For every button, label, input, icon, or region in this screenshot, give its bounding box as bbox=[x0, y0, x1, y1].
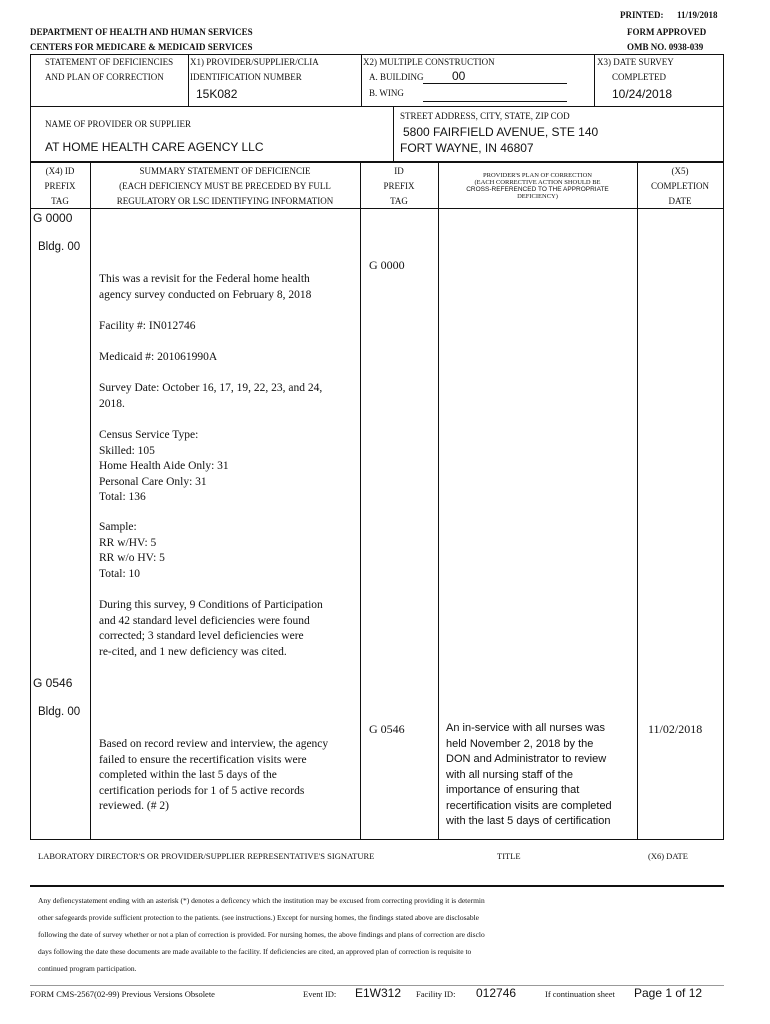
plan-label-2: (EACH CORRECTIVE ACTION SHOULD BE bbox=[474, 179, 601, 186]
id-label-1: ID bbox=[394, 166, 404, 176]
dept-title: DEPARTMENT OF HEALTH AND HUMAN SERVICES bbox=[30, 27, 253, 37]
page-number: Page 1 of 12 bbox=[634, 986, 703, 1000]
x5-label-1: (X5) bbox=[671, 166, 689, 176]
summary-label-2: (EACH DEFICIENCY MUST BE PRECEDED BY FULL bbox=[119, 181, 331, 191]
event-id-label: Event ID: bbox=[303, 989, 337, 999]
facility-id-value: 012746 bbox=[476, 986, 517, 1000]
signature-bottom-border bbox=[30, 885, 724, 887]
table-bottom-border bbox=[30, 839, 724, 840]
printed-date: 11/19/2018 bbox=[677, 10, 718, 20]
entry-1-para-1: This was a revisit for the Federal home health agency survey conducted on February 8, 2018 bbox=[99, 273, 312, 301]
col-div-3 bbox=[438, 162, 439, 840]
plan-label-1: PROVIDER'S PLAN OF CORRECTION bbox=[483, 172, 592, 179]
entry-2-completion: 11/02/2018 bbox=[648, 722, 703, 736]
top-box-right-border bbox=[723, 54, 724, 162]
form-approved: FORM APPROVED bbox=[627, 27, 707, 37]
address-line-1: 5800 FAIRFIELD AVENUE, STE 140 bbox=[403, 125, 599, 139]
entry-1-para-3: Medicaid #: 201061990A bbox=[99, 351, 218, 363]
summary-label-3: REGULATORY OR LSC IDENTIFYING INFORMATION bbox=[116, 196, 334, 206]
col-div-2 bbox=[360, 162, 361, 840]
entry-1-para-5: Census Service Type: Skilled: 105 Home Health Aide Only: 31 Personal Care Only: 31 Total: 136 bbox=[99, 429, 229, 503]
event-id-value: E1W312 bbox=[355, 986, 402, 1000]
col-div-4 bbox=[637, 162, 638, 840]
id-label-3: TAG bbox=[390, 196, 408, 206]
centers-title: CENTERS FOR MEDICARE & MEDICAID SERVICES bbox=[30, 42, 253, 52]
entry-1-id-tag: G 0000 bbox=[369, 258, 405, 272]
x4-label-3: TAG bbox=[51, 196, 69, 206]
entry-2-tag: G 0546 bbox=[33, 676, 73, 690]
entry-1-para-6: Sample: RR w/HV: 5 RR w/o HV: 5 Total: 10 bbox=[99, 521, 165, 580]
x1-value: 15K082 bbox=[196, 87, 238, 101]
omb-number: OMB NO. 0938-039 bbox=[627, 42, 704, 52]
plan-label-4: DEFICIENCY) bbox=[517, 193, 558, 200]
top-box-div-1 bbox=[188, 54, 189, 106]
x5-label-2: COMPLETION bbox=[651, 181, 709, 191]
entry-2-para-1: Based on record review and interview, the agency failed to ensure the recertification visits were completed within the last 5 days of the certification periods for 1 of 5 active records reviewed. (# 2) bbox=[99, 738, 329, 812]
entry-1-bldg: Bldg. 00 bbox=[38, 241, 81, 253]
id-label-2: PREFIX bbox=[383, 181, 415, 191]
table-left-border bbox=[30, 162, 31, 840]
footer-form: FORM CMS-2567(02-99) Previous Versions Obsolete bbox=[30, 989, 215, 999]
disclaimer-text: Any defiencystatement ending with an asterisk (*) denotes a deficency which the institution may be excused from correcting providing it is determin other safegeards provide sufficient protection to the patients. (see instructions.) Except for nursing homes, the findings stated above are disclosable following the date of survey whether or not a plan of correction is provided. For nursing homes, the above findings and plans of correction are disclo days following the date these documents are made available to the facility. If deficiencies are cited, an approved plan of correction is requisite to continued program participation. bbox=[38, 896, 485, 973]
x5-label-3: DATE bbox=[668, 196, 692, 206]
x4-label-1: (X4) ID bbox=[45, 166, 75, 176]
entry-2-bldg: Bldg. 00 bbox=[38, 706, 81, 718]
statement-label-1: STATEMENT OF DEFICIENCIES bbox=[45, 57, 174, 67]
entry-2-plan: An in-service with all nurses was held November 2, 2018 by the DON and Administrator to review with all nursing staff of the importance of ensuring that recertification visits are completed with the last 5 days of certification bbox=[446, 722, 612, 827]
top-box-div-3 bbox=[594, 54, 595, 106]
facility-id-label: Facility ID: bbox=[416, 989, 456, 999]
address-label: STREET ADDRESS, CITY, STATE, ZIP COD bbox=[400, 111, 570, 121]
x4-label-2: PREFIX bbox=[44, 181, 76, 191]
building-value: 00 bbox=[452, 69, 466, 83]
entry-1-para-7: During this survey, 9 Conditions of Participation and 42 standard level deficiencies were found corrected; 3 standard level deficiencies were re-cited, and 1 new deficiency was cited. bbox=[99, 599, 323, 658]
col-header-bottom-border bbox=[30, 208, 724, 209]
entry-1-para-2: Facility #: IN012746 bbox=[99, 320, 196, 332]
top-box-left-border bbox=[30, 54, 31, 162]
title-label: TITLE bbox=[497, 851, 521, 861]
statement-label-2: AND PLAN OF CORRECTION bbox=[45, 72, 164, 82]
x1-label-1: X1) PROVIDER/SUPPLIER/CLIA bbox=[190, 57, 319, 67]
top-box-top-border bbox=[30, 54, 724, 55]
provider-value: AT HOME HEALTH CARE AGENCY LLC bbox=[45, 140, 264, 154]
col-div-1 bbox=[90, 162, 91, 840]
top-box-div-4 bbox=[393, 106, 394, 162]
x2-label: X2) MULTIPLE CONSTRUCTION bbox=[363, 57, 495, 67]
entry-1-para-4: Survey Date: October 16, 17, 19, 22, 23, and 24, 2018. bbox=[99, 382, 323, 410]
signature-label: LABORATORY DIRECTOR'S OR PROVIDER/SUPPLIER REPRESENTATIVE'S SIGNATURE bbox=[38, 851, 375, 861]
wing-label: B. WING bbox=[369, 88, 404, 98]
wing-underline bbox=[423, 101, 567, 102]
entry-1-tag: G 0000 bbox=[33, 211, 73, 225]
address-line-2: FORT WAYNE, IN 46807 bbox=[400, 141, 534, 155]
top-box-div-2 bbox=[361, 54, 362, 106]
x3-label-2: COMPLETED bbox=[612, 72, 666, 82]
entry-2-id-tag: G 0546 bbox=[369, 722, 405, 736]
building-label: A. BUILDING bbox=[369, 72, 424, 82]
building-underline bbox=[423, 83, 567, 84]
continuation-label: If continuation sheet bbox=[545, 989, 615, 999]
top-box-bottom-border bbox=[30, 161, 724, 163]
summary-label-1: SUMMARY STATEMENT OF DEFICIENCIE bbox=[139, 166, 311, 176]
provider-label: NAME OF PROVIDER OR SUPPLIER bbox=[45, 119, 192, 129]
x1-label-2: IDENTIFICATION NUMBER bbox=[190, 72, 302, 82]
top-box-mid-border bbox=[30, 106, 724, 107]
plan-label-3: CROSS-REFERENCED TO THE APPROPRIATE bbox=[466, 186, 609, 193]
x3-value: 10/24/2018 bbox=[612, 87, 673, 101]
printed-label: PRINTED: bbox=[620, 10, 664, 20]
x3-label-1: X3) DATE SURVEY bbox=[597, 57, 674, 67]
date-label: (X6) DATE bbox=[648, 851, 688, 861]
table-right-border bbox=[723, 162, 724, 840]
